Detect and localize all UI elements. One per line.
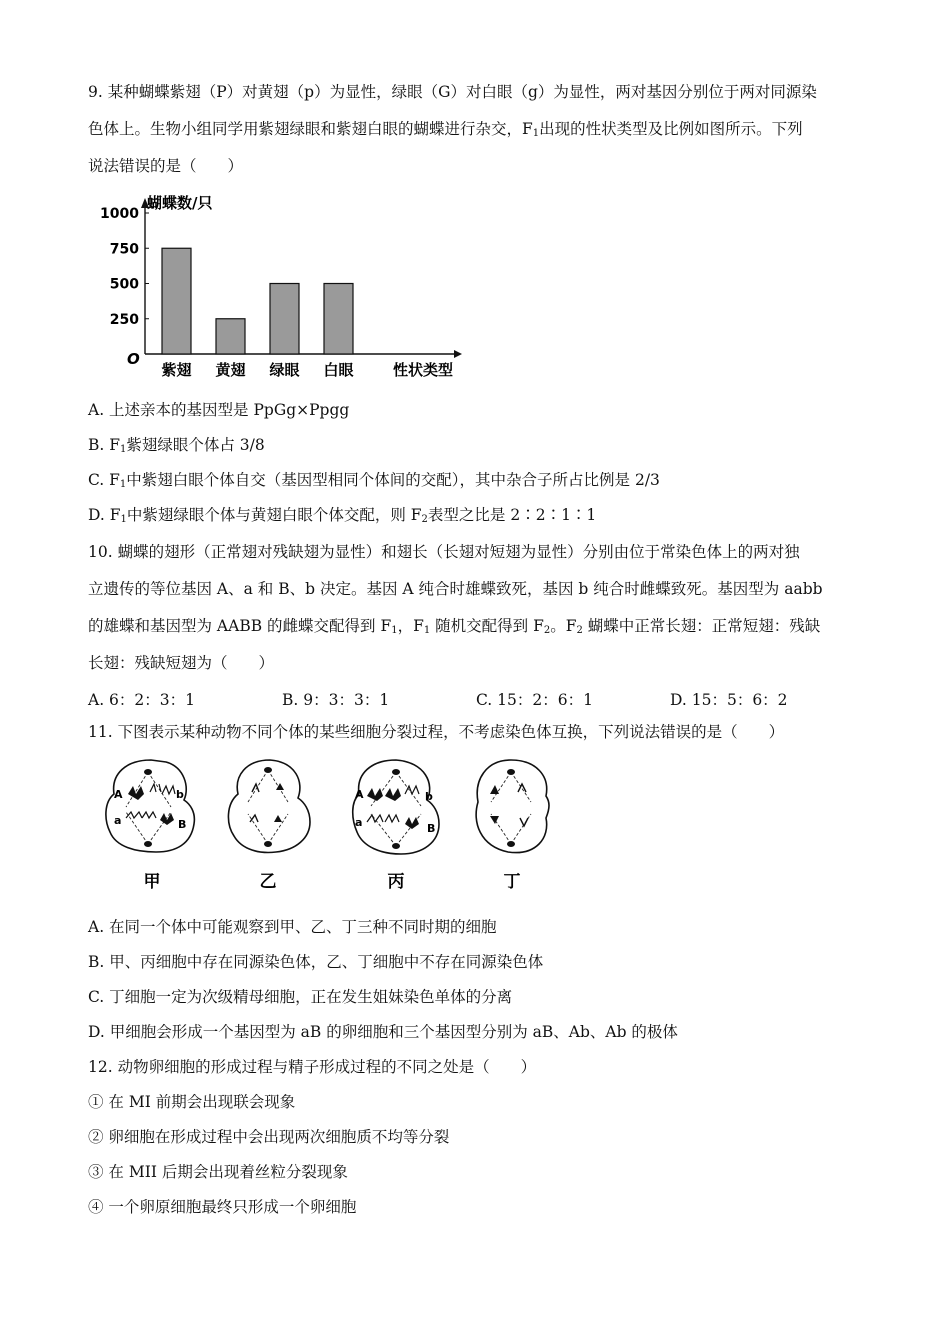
y-tick-label-3: 1000 xyxy=(100,206,139,222)
q11-option-b: B. 甲、丙细胞中存在同源染色体，乙、丁细胞中不存在同源染色体 xyxy=(88,953,544,971)
bar-0 xyxy=(162,248,191,354)
bar-3 xyxy=(324,284,353,355)
q9-stem-line1: 9. 某种蝴蝶紫翅（P）对黄翅（p）为显性，绿眼（G）对白眼（g）为显性，两对基因分别位于两对同源染 xyxy=(88,83,817,101)
q12-item-2: ② 卵细胞在形成过程中会出现两次细胞质不均等分裂 xyxy=(88,1128,450,1146)
cell-division-figure xyxy=(96,752,566,897)
q10-stem-line1: 10. 蝴蝶的翅形（正常翅对残缺翅为显性）和翅长（长翅对短翅为显性）分别由位于常染色体上的两对独 xyxy=(88,543,800,561)
q9-stem-line3: 说法错误的是（ ） xyxy=(88,157,244,175)
bar-1 xyxy=(216,319,245,354)
x-axis-label: 性状类型 xyxy=(392,361,454,379)
gene-label-B-bing: B xyxy=(427,822,436,835)
gene-label-a: a xyxy=(114,814,122,827)
cell-label-ding: 丁 xyxy=(503,872,521,892)
q10-option-a: A. 6：2：3：1 xyxy=(88,691,195,709)
cell-label-bing: 丙 xyxy=(387,872,405,892)
gene-label-A: A xyxy=(114,788,123,801)
gene-label-b: b xyxy=(176,788,184,801)
bar-2 xyxy=(270,284,299,355)
q10-stem-line2: 立遗传的等位基因 A、a 和 B、b 决定。基因 A 纯合时雄蝶致死，基因 b 纯合时雌蝶致死。基因型为 aabb xyxy=(88,580,823,598)
cell-label-yi: 乙 xyxy=(259,872,277,892)
q10-stem-line3: 的雄蝶和基因型为 AABB 的雌蝶交配得到 $F_1$，$F_1$ 随机交配得到 $F_2$。$F_2$ 蝴蝶中正常长翅：正常短翅：残缺 xyxy=(88,617,821,636)
category-label-2: 绿眼 xyxy=(269,361,300,379)
gene-label-a-bing: a xyxy=(355,816,363,829)
q10-option-b: B. 9：3：3：1 xyxy=(282,691,390,709)
y-tick-label-2: 750 xyxy=(109,241,139,258)
butterfly-bar-chart xyxy=(90,188,470,388)
q12-item-1: ① 在 MI 前期会出现联会现象 xyxy=(88,1093,296,1111)
y-tick-label-0: 250 xyxy=(109,311,139,328)
origin-label: O xyxy=(127,350,140,368)
q10-option-d: D. 15：5：6：2 xyxy=(670,691,788,709)
q9-option-a: A. 上述亲本的基因型是 PpGg×Ppgg xyxy=(88,401,350,419)
q9-option-b: B. $F_1$紫翅绿眼个体占 3/8 xyxy=(88,436,265,455)
q10-option-c: C. 15：2：6：1 xyxy=(476,691,593,709)
category-label-0: 紫翅 xyxy=(161,361,192,379)
x-axis-arrow xyxy=(454,350,462,358)
q11-option-d: D. 甲细胞会形成一个基因型为 aB 的卵细胞和三个基因型分别为 aB、Ab、Ab 的极体 xyxy=(88,1023,678,1041)
q12-item-3: ③ 在 MII 后期会出现着丝粒分裂现象 xyxy=(88,1163,348,1181)
category-label-3: 白眼 xyxy=(323,361,354,379)
y-axis-label: 蝴蝶数/只 xyxy=(147,194,213,212)
y-tick-label-1: 500 xyxy=(109,276,139,293)
cell-ding xyxy=(476,760,549,853)
gene-label-A-bing: A xyxy=(355,788,364,801)
cell-bing xyxy=(353,760,439,854)
category-label-1: 黄翅 xyxy=(215,361,246,379)
q11-option-c: C. 丁细胞一定为次级精母细胞，正在发生姐妹染色单体的分离 xyxy=(88,988,513,1006)
q9-option-d: D. $F_1$中紫翅绿眼个体与黄翅白眼个体交配，则 $F_2$表型之比是 2∶2∶1∶1 xyxy=(88,506,597,525)
cell-jia xyxy=(106,760,194,852)
q11-stem: 11. 下图表示某种动物不同个体的某些细胞分裂过程，不考虑染色体互换，下列说法错误的是（ ） xyxy=(88,723,785,741)
q11-option-a: A. 在同一个体中可能观察到甲、乙、丁三种不同时期的细胞 xyxy=(88,918,497,936)
q10-stem-line4: 长翅：残缺短翅为（ ） xyxy=(88,654,275,672)
q9-stem-line2: 色体上。生物小组同学用紫翅绿眼和紫翅白眼的蝴蝶进行杂交，$F_1$出现的性状类型及比例如图所示。下列 xyxy=(88,120,803,139)
q12-stem: 12. 动物卵细胞的形成过程与精子形成过程的不同之处是（ ） xyxy=(88,1058,537,1076)
cell-yi xyxy=(228,760,310,852)
gene-label-B: B xyxy=(178,818,187,831)
gene-label-b-bing: b xyxy=(425,790,433,803)
q9-option-c: C. $F_1$中紫翅白眼个体自交（基因型相同个体间的交配），其中杂合子所占比例是 2/3 xyxy=(88,471,660,490)
q12-item-4: ④ 一个卵原细胞最终只形成一个卵细胞 xyxy=(88,1198,357,1216)
cell-label-jia: 甲 xyxy=(143,872,161,892)
